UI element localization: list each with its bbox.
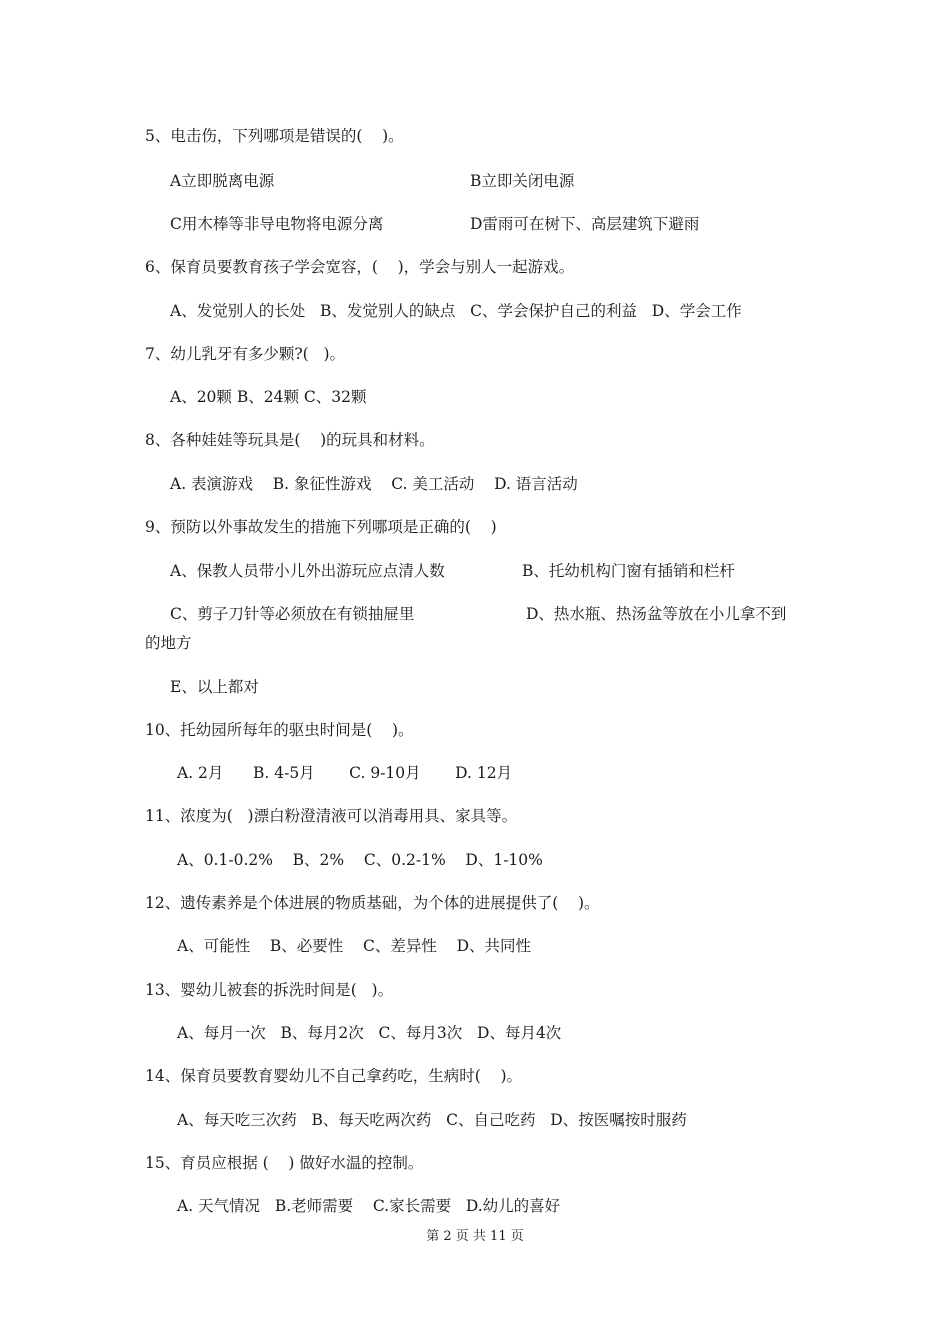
question-5-option-b: B立即关闭电源 — [470, 172, 575, 190]
question-11-options: A、0.1-0.2% B、2% C、0.2-1% D、1-10% — [177, 851, 543, 869]
question-5-option-d: D雷雨可在树下、高层建筑下避雨 — [470, 215, 700, 233]
question-12-stem: 12、遗传素养是个体进展的物质基础，为个体的进展提供了( )。 — [145, 894, 600, 912]
question-9-option-d: D、热水瓶、热汤盆等放在小儿拿不到 — [526, 605, 787, 623]
question-10-options: A. 2月 B. 4-5月 C. 9-10月 D. 12月 — [177, 764, 513, 782]
question-6-stem: 6、保育员要教育孩子学会宽容，( )，学会与别人一起游戏。 — [145, 258, 575, 276]
question-8-options: A. 表演游戏 B. 象征性游戏 C. 美工活动 D. 语言活动 — [170, 475, 578, 493]
question-10-stem: 10、托幼园所每年的驱虫时间是( )。 — [145, 721, 414, 739]
page-number-footer: 第 2 页 共 11 页 — [426, 1229, 524, 1244]
question-14-options: A、每天吃三次药 B、每天吃两次药 C、自己吃药 D、按医嘱按时服药 — [177, 1111, 687, 1129]
question-9-option-c: C、剪子刀针等必须放在有锁抽屉里 — [170, 605, 415, 623]
question-5-option-a: A立即脱离电源 — [170, 172, 275, 190]
question-15-options: A. 天气情况 B.老师需要 C.家长需要 D.幼儿的喜好 — [177, 1197, 561, 1215]
question-9-option-d-continuation: 的地方 — [145, 634, 192, 652]
question-13-stem: 13、婴幼儿被套的拆洗时间是( )。 — [145, 981, 394, 999]
question-9-option-e: E、以上都对 — [170, 678, 259, 696]
question-12-options: A、可能性 B、必要性 C、差异性 D、共同性 — [177, 937, 531, 955]
question-11-stem: 11、浓度为( )漂白粉澄清液可以消毒用具、家具等。 — [145, 807, 518, 825]
question-7-options: A、20颗 B、24颗 C、32颗 — [170, 388, 367, 406]
question-6-options: A、发觉别人的长处 B、发觉别人的缺点 C、学会保护自己的利益 D、学会工作 — [170, 302, 742, 320]
question-14-stem: 14、保育员要教育婴幼儿不自己拿药吃，生病时( )。 — [145, 1067, 523, 1085]
question-5-stem: 5、电击伤，下列哪项是错误的( )。 — [145, 127, 404, 145]
question-15-stem: 15、育员应根据 ( ) 做好水温的控制。 — [145, 1154, 424, 1172]
question-8-stem: 8、各种娃娃等玩具是( )的玩具和材料。 — [145, 431, 435, 449]
question-9-option-a: A、保教人员带小儿外出游玩应点清人数 — [170, 562, 445, 580]
question-5-option-c: C用木棒等非导电物将电源分离 — [170, 215, 384, 233]
question-9-option-b: B、托幼机构门窗有插销和栏杆 — [522, 562, 735, 580]
question-13-options: A、每月一次 B、每月2次 C、每月3次 D、每月4次 — [177, 1024, 562, 1042]
question-7-stem: 7、幼儿乳牙有多少颗?( )。 — [145, 345, 346, 363]
question-9-stem: 9、预防以外事故发生的措施下列哪项是正确的( ) — [145, 518, 497, 536]
